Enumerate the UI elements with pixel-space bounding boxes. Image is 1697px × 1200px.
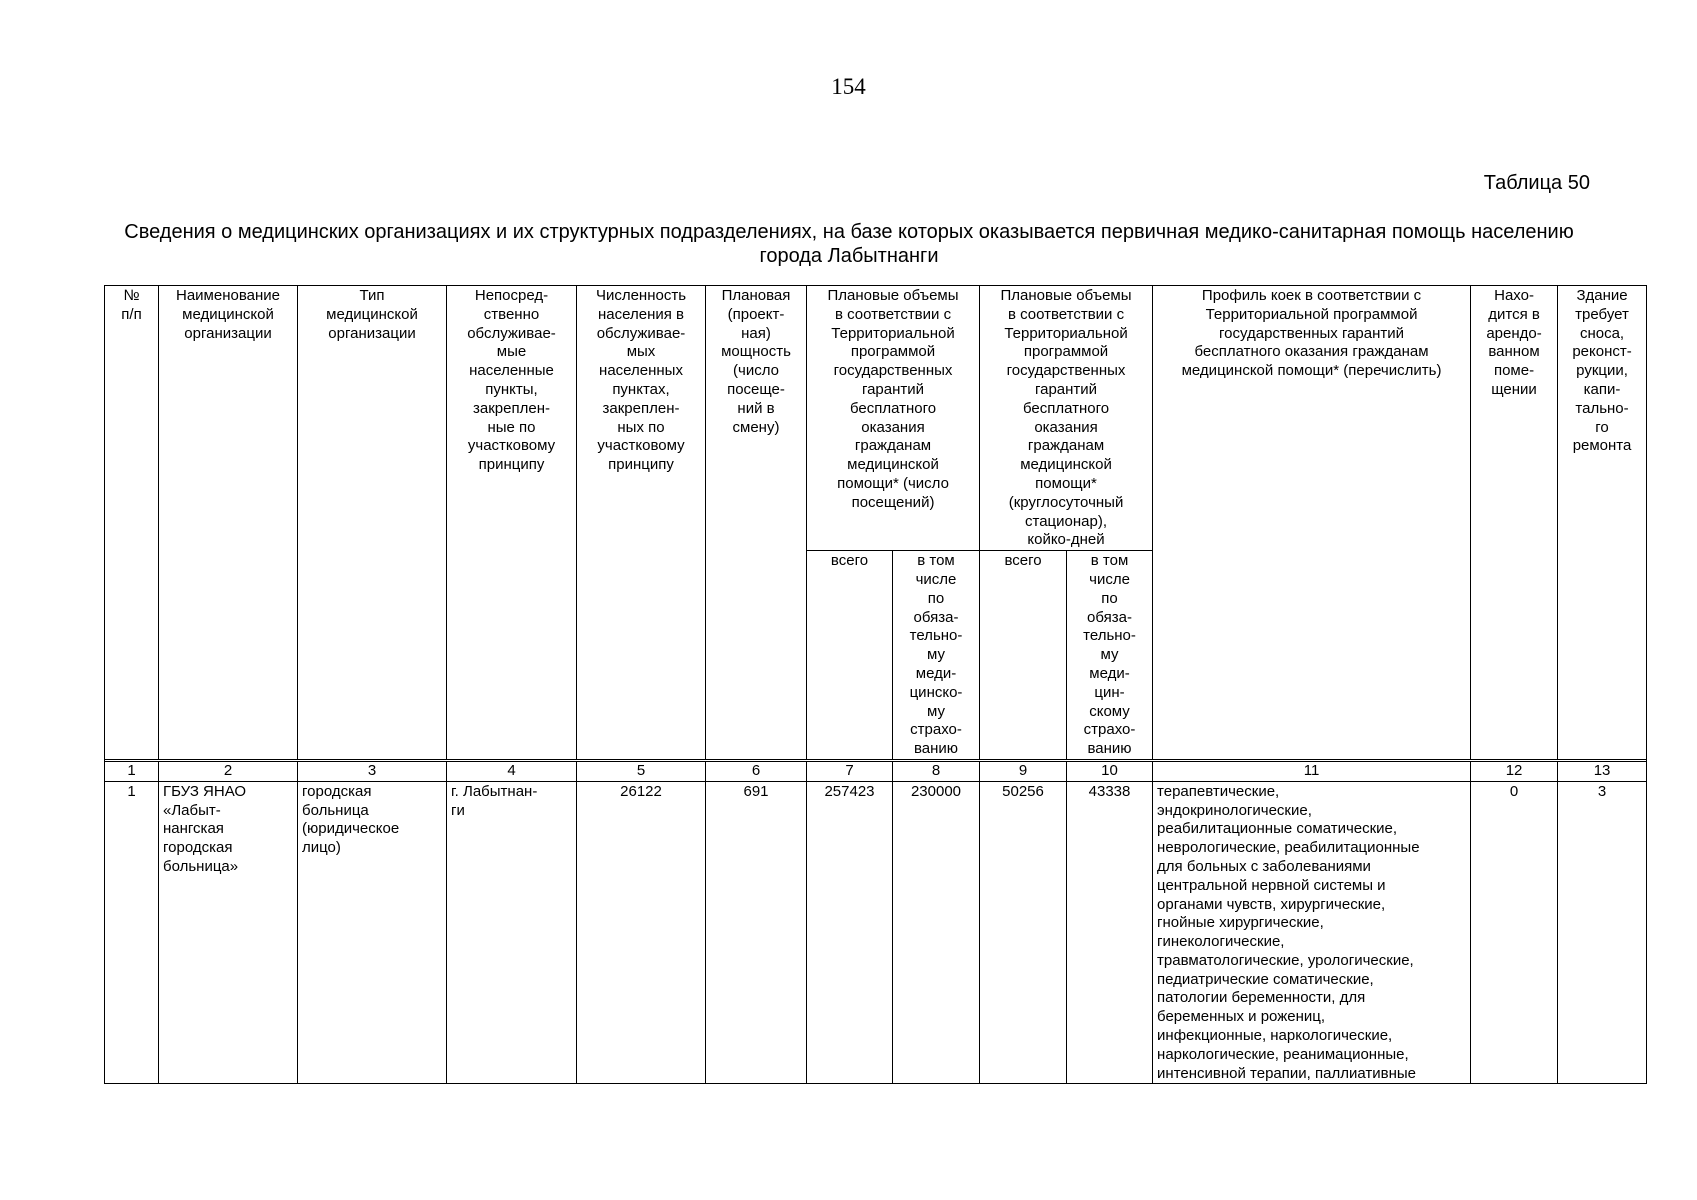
cell-text-line: тально- — [1575, 399, 1629, 417]
cell-text-line: мощность — [721, 343, 791, 361]
table-title-line-2: города Лабытнанги — [759, 245, 939, 267]
cell-text-line: Плановые объемы — [827, 287, 959, 304]
cell-text-line: Непосред- — [474, 287, 549, 304]
cell-text-line: гражданам — [1027, 437, 1105, 455]
bed-profile-cell — [1153, 781, 1471, 1084]
cell-text-line: (юридическое — [302, 820, 400, 838]
column-number-cell: 13 — [1558, 761, 1647, 781]
column-number-cell: 1 — [105, 761, 159, 781]
cell-text-line: (проект- — [727, 305, 785, 323]
cell-text-line: Здание — [1576, 287, 1628, 304]
cell-text-line: Территориальной — [1004, 324, 1128, 342]
cell-text-line: по — [1101, 589, 1118, 607]
cell-text-line: медицинской — [847, 456, 939, 474]
cell-text-line: (круглосуточный — [1008, 493, 1124, 511]
column-number-cell: 11 — [1153, 761, 1471, 781]
cell-text-line: койко-дней — [1027, 531, 1105, 549]
cell-text-line: стационар), — [1025, 512, 1108, 530]
cell-text-line: пунктах, — [612, 380, 670, 398]
cell-text-line: ГБУЗ ЯНАО — [163, 782, 247, 800]
cell-text-line: Численность — [595, 287, 687, 304]
cell-text-line: арендо- — [1486, 324, 1542, 342]
cell-text-line: цин- — [1094, 683, 1125, 701]
cell-text-line: страхо- — [1083, 721, 1136, 739]
cell-text-line: скому — [1089, 702, 1130, 720]
cell-text-line: центральной нервной системы и — [1157, 876, 1386, 894]
cell-text-line: г. Лабытнан- — [451, 782, 538, 800]
beddays-total-cell: 50256 — [980, 781, 1067, 1084]
cell-text-line: ные по — [487, 418, 536, 436]
cell-text-line: му — [1100, 646, 1119, 664]
cell-text-line: ственно — [483, 305, 540, 323]
cell-text-line: цинско- — [909, 683, 963, 701]
cell-text-line: п/п — [121, 305, 142, 323]
header-row — [105, 286, 1647, 551]
cell-text-line: числе — [1089, 570, 1130, 588]
cell-text-line: посеще- — [727, 380, 785, 398]
cell-text-line: меди- — [915, 664, 957, 682]
cell-text-line: медицинской — [326, 305, 418, 323]
cell-text-line: наркологические, реанимационные, — [1157, 1045, 1409, 1063]
cell-text-line: государственных — [833, 362, 953, 380]
header-cell — [447, 286, 577, 760]
cell-text-line: медицинской — [182, 305, 274, 323]
cell-text-line: государственных гарантий — [1219, 324, 1405, 342]
cell-text-line: оказания — [1034, 418, 1098, 436]
cell-text-line: Территориальной программой — [1205, 305, 1418, 323]
cell-text-line: всего — [830, 552, 869, 570]
cell-text-line: Плановая — [721, 287, 791, 304]
column-number-cell: 9 — [980, 761, 1067, 781]
header-cell — [893, 551, 980, 760]
column-number-row — [105, 761, 1647, 781]
cell-text-line: гнойные хирургические, — [1157, 914, 1324, 932]
cell-text-line: му — [927, 646, 945, 664]
column-number-cell: 6 — [706, 761, 807, 781]
cell-text-line: медицинской помощи* (перечислить) — [1181, 362, 1442, 380]
capacity-cell: 691 — [706, 781, 807, 1084]
beddays-oms-cell: 43338 — [1067, 781, 1153, 1084]
cell-text-line: «Лабыт- — [163, 801, 221, 819]
cell-text-line: ванию — [913, 740, 959, 758]
cell-text-line: помощи* — [1035, 474, 1097, 492]
header-cell — [807, 286, 980, 551]
cell-text-line: неврологические, реабилитационные — [1157, 839, 1420, 857]
cell-text-line: принципу — [608, 456, 674, 474]
cell-text-line: Тип — [359, 287, 385, 304]
cell-text-line: дится в — [1488, 305, 1540, 323]
cell-text-line: оказания — [861, 418, 925, 436]
cell-text-line: участковому — [597, 437, 685, 455]
header-cell — [1558, 286, 1647, 760]
cell-text-line: принципу — [478, 456, 545, 474]
cell-text-line: тельно- — [909, 627, 963, 645]
cell-text-line: городская — [302, 782, 372, 800]
cell-text-line: травматологические, урологические, — [1157, 951, 1414, 969]
cell-text-line: всего — [1004, 552, 1042, 570]
cell-text-line: го — [1595, 418, 1609, 436]
cell-text-line: пункты, — [485, 380, 538, 398]
cell-text-line: педиатрические соматические, — [1157, 970, 1374, 988]
cell-text-line: помощи* (число — [837, 474, 949, 492]
medical-organizations-table — [104, 285, 1647, 1084]
cell-text-line: медицинской — [1020, 456, 1112, 474]
cell-text-line: (число — [733, 362, 779, 380]
cell-text-line: организации — [184, 324, 272, 342]
header-cell — [159, 286, 298, 760]
cell-text-line: капи- — [1583, 380, 1621, 398]
cell-text-line: в том — [917, 552, 955, 570]
cell-text-line: ги — [451, 801, 465, 819]
cell-text-line: бесплатного оказания гражданам — [1194, 343, 1429, 361]
cell-text-line: патологии беременности, для — [1157, 989, 1366, 1007]
cell-text-line: программой — [850, 343, 936, 361]
cell-text-line: по — [927, 589, 945, 607]
cell-text-line: населенных — [599, 362, 683, 380]
table-label: Таблица 50 — [1483, 172, 1590, 194]
cell-text-line: эндокринологические, — [1157, 801, 1312, 819]
visits-total-cell: 257423 — [807, 781, 893, 1084]
cell-text-line: Наименование — [176, 287, 280, 304]
cell-text-line: для больных с заболеваниями — [1157, 857, 1371, 875]
cell-text-line: № — [123, 287, 140, 304]
cell-text-line: гарантий — [1034, 380, 1098, 398]
cell-text-line: беременных и рожениц, — [1157, 1008, 1326, 1026]
header-cell — [706, 286, 807, 760]
cell-text-line: закреплен- — [602, 399, 680, 417]
cell-text-line: гарантий — [861, 380, 925, 398]
cell-text-line: населения в — [598, 305, 684, 323]
cell-text-line: обяза- — [1087, 608, 1132, 626]
visits-oms-cell: 230000 — [893, 781, 980, 1084]
column-number-cell: 7 — [807, 761, 893, 781]
cell-text-line: государственных — [1006, 362, 1126, 380]
cell-text-line: обслуживае- — [596, 324, 686, 342]
table-title — [104, 220, 1594, 268]
settlements-cell — [447, 781, 577, 1084]
cell-text-line: в соответствии с — [834, 305, 952, 323]
cell-text-line: мых — [626, 343, 656, 361]
organization-type-cell — [298, 781, 447, 1084]
cell-text-line: больница» — [163, 857, 239, 875]
cell-text-line: организации — [328, 324, 416, 342]
cell-text-line: терапевтические, — [1157, 782, 1280, 800]
header-cell — [577, 286, 706, 760]
header-cell — [1067, 551, 1153, 760]
cell-text-line: закреплен- — [473, 399, 550, 417]
cell-text-line: программой — [1023, 343, 1109, 361]
column-number-cell: 8 — [893, 761, 980, 781]
cell-text-line: ремонта — [1572, 437, 1632, 455]
cell-text-line: интенсивной терапии, паллиативные — [1157, 1064, 1416, 1082]
cell-text-line: поме- — [1493, 362, 1535, 380]
row-number-cell: 1 — [105, 781, 159, 1084]
cell-text-line: ных по — [617, 418, 665, 436]
cell-text-line: рукции, — [1576, 362, 1628, 380]
column-number-cell: 2 — [159, 761, 298, 781]
cell-text-line: ний в — [737, 399, 775, 417]
cell-text-line: Плановые объемы — [1000, 287, 1132, 304]
column-number-cell: 4 — [447, 761, 577, 781]
organization-name-cell — [159, 781, 298, 1084]
header-cell — [980, 551, 1067, 760]
building-state-cell: 3 — [1558, 781, 1647, 1084]
cell-text-line: посещений) — [851, 493, 935, 511]
cell-text-line: ванию — [1087, 740, 1132, 758]
cell-text-line: тельно- — [1083, 627, 1136, 645]
cell-text-line: инфекционные, наркологические, — [1157, 1027, 1393, 1045]
header-cell — [980, 286, 1153, 551]
cell-text-line: мые — [496, 343, 527, 361]
cell-text-line: в соответствии с — [1007, 305, 1125, 323]
cell-text-line: бесплатного — [849, 399, 937, 417]
page-number: 154 — [831, 74, 866, 99]
cell-text-line: сноса, — [1579, 324, 1625, 342]
cell-text-line: нангская — [163, 820, 224, 838]
header-cell — [807, 551, 893, 760]
cell-text-line: лицо) — [302, 839, 341, 857]
cell-text-line: требует — [1575, 305, 1629, 323]
cell-text-line: больница — [302, 801, 369, 819]
cell-text-line: в том — [1090, 552, 1129, 570]
cell-text-line: Территориальной — [831, 324, 955, 342]
cell-text-line: органами чувств, хирургические, — [1157, 895, 1386, 913]
cell-text-line: му — [927, 702, 945, 720]
column-number-cell: 10 — [1067, 761, 1153, 781]
table-row — [105, 781, 1647, 1084]
header-cell — [1471, 286, 1558, 760]
column-number-cell: 5 — [577, 761, 706, 781]
cell-text-line: реабилитационные соматические, — [1157, 820, 1398, 838]
cell-text-line: обяза- — [913, 608, 959, 626]
cell-text-line: реконст- — [1572, 343, 1632, 361]
cell-text-line: гражданам — [854, 437, 932, 455]
cell-text-line: Нахо- — [1494, 287, 1534, 304]
header-cell — [1153, 286, 1471, 760]
table-title-line-1: Сведения о медицинских организациях и их структурных подразделениях, на базе которых оказывается первичная медико-санитарная помощь населению — [124, 221, 1574, 243]
cell-text-line: ная) — [741, 324, 771, 342]
column-number-cell: 12 — [1471, 761, 1558, 781]
cell-text-line: числе — [915, 570, 957, 588]
cell-text-line: городская — [163, 839, 233, 857]
cell-text-line: смену) — [732, 418, 780, 436]
header-cell — [105, 286, 159, 760]
cell-text-line: населенные — [469, 362, 554, 380]
cell-text-line: обслуживае- — [467, 324, 556, 342]
cell-text-line: гинекологические, — [1157, 933, 1285, 951]
cell-text-line: участковому — [467, 437, 556, 455]
column-number-cell: 3 — [298, 761, 447, 781]
population-cell: 26122 — [577, 781, 706, 1084]
cell-text-line: щении — [1491, 380, 1537, 398]
cell-text-line: бесплатного — [1022, 399, 1110, 417]
cell-text-line: меди- — [1089, 664, 1130, 682]
cell-text-line: ванном — [1488, 343, 1540, 361]
header-cell — [298, 286, 447, 760]
table-container — [104, 285, 1638, 1084]
rented-cell: 0 — [1471, 781, 1558, 1084]
cell-text-line: Профиль коек в соответствии с — [1201, 287, 1422, 304]
cell-text-line: страхо- — [910, 721, 962, 739]
